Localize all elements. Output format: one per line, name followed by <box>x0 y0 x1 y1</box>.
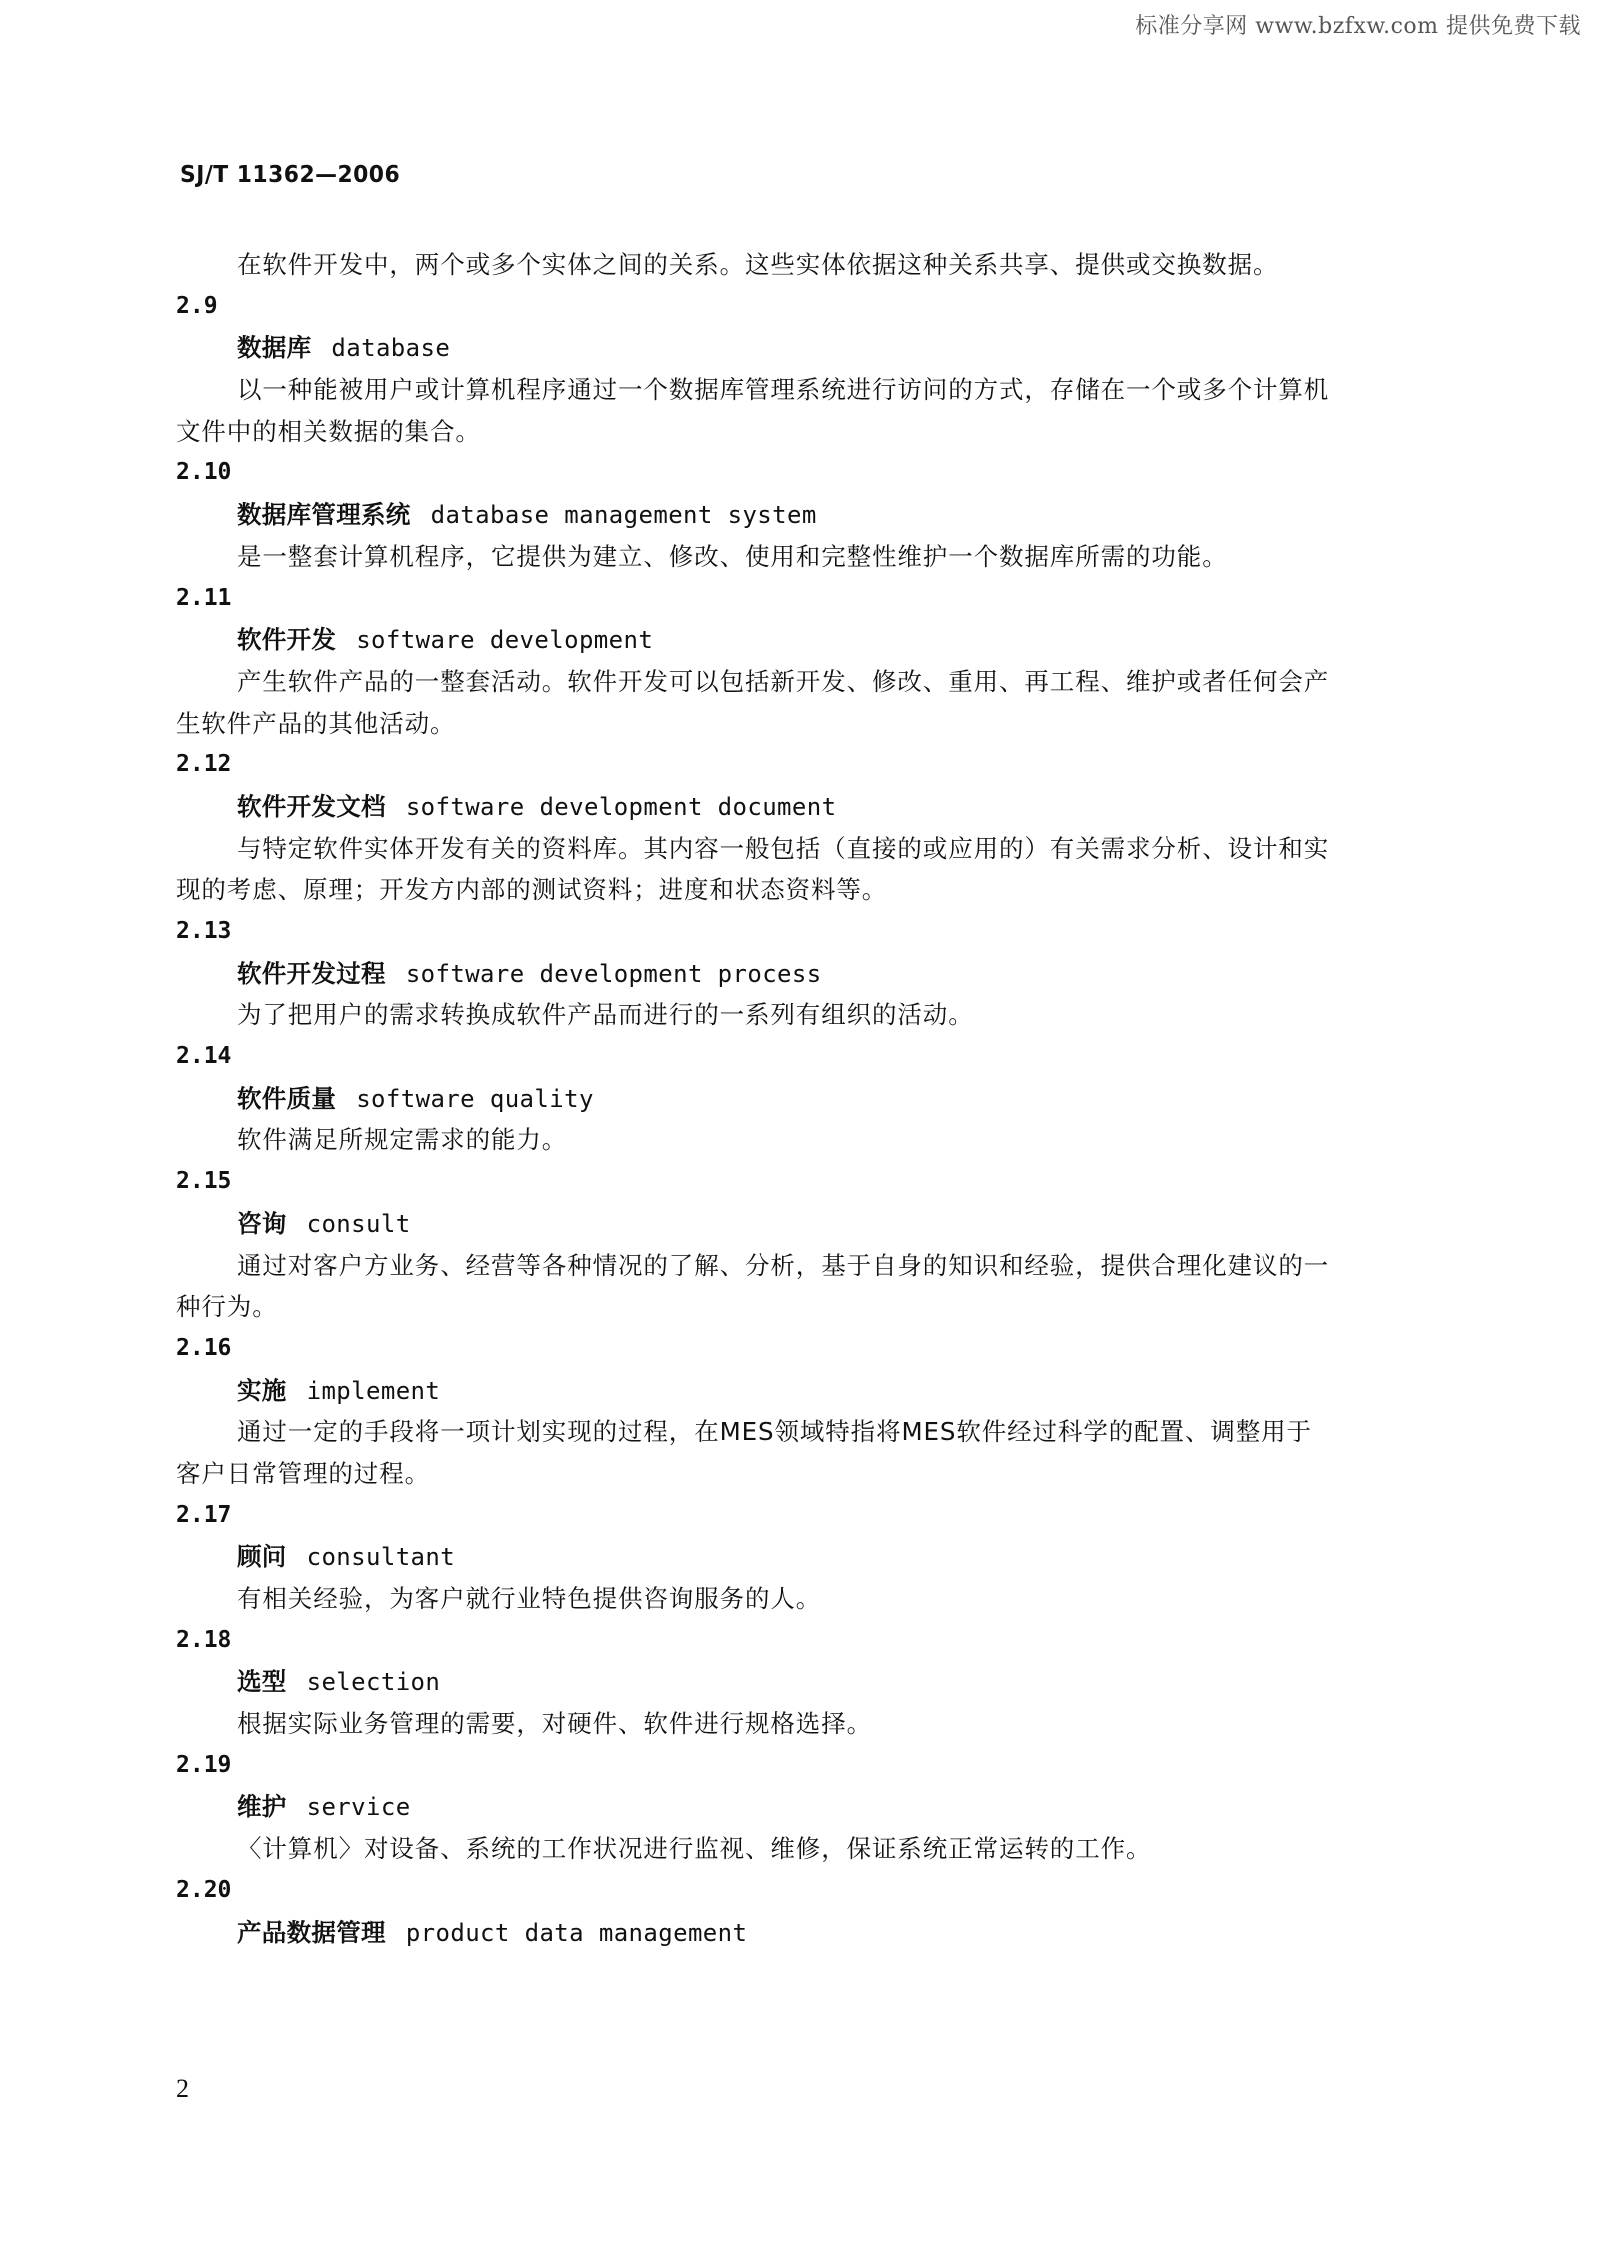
page-number: 2 <box>176 2074 189 2103</box>
definition-line: 有相关经验，为客户就行业特色提供咨询服务的人。 <box>237 1584 822 1613</box>
term-line <box>176 1536 1438 1578</box>
standard-code-header: SJ/T 11362—2006 <box>180 162 401 188</box>
definition-line: 客户日常管理的过程。 <box>176 1458 430 1488</box>
term-cn: 顾问 <box>237 1542 287 1572</box>
clause-number: 2.9 <box>176 292 218 319</box>
definition-line: 通过一定的手段将一项计划实现的过程，在MES领域特指将MES软件经过科学的配置、调整用于 <box>237 1417 1312 1447</box>
term-en: database management system <box>430 501 817 530</box>
clause-number: 2.18 <box>176 1626 232 1653</box>
term-cn: 咨询 <box>237 1208 287 1238</box>
clause-number: 2.17 <box>176 1501 232 1528</box>
term-en: consultant <box>306 1543 456 1572</box>
definition-line: 通过对客户方业务、经营等各种情况的了解、分析，基于自身的知识和经验，提供合理化建议的一 <box>237 1250 1330 1280</box>
definition-line: 为了把用户的需求转换成软件产品而进行的一系列有组织的活动。 <box>237 1000 974 1030</box>
term-line <box>176 1078 1438 1120</box>
term-line <box>176 327 1438 369</box>
term-cn: 软件开发文档 <box>237 791 386 821</box>
term-en: service <box>306 1793 411 1822</box>
definition-line: 〈计算机〉对设备、系统的工作状况进行监视、维修，保证系统正常运转的工作。 <box>237 1834 1152 1864</box>
definition-line: 软件满足所规定需求的能力。 <box>237 1125 568 1155</box>
clause-number: 2.14 <box>176 1043 232 1070</box>
term-line <box>176 1370 1438 1412</box>
definition-line: 生软件产品的其他活动。 <box>176 708 456 738</box>
definition-line: 根据实际业务管理的需要，对硬件、软件进行规格选择。 <box>237 1709 872 1739</box>
term-en: implement <box>306 1376 441 1405</box>
clause-number: 2.16 <box>176 1334 232 1361</box>
clause-number: 2.13 <box>176 918 232 944</box>
term-cn: 软件开发 <box>237 625 337 655</box>
term-line <box>176 619 1438 661</box>
term-line <box>176 1786 1438 1828</box>
term-line <box>176 1203 1438 1245</box>
definition-line: 现的考虑、原理；开发方内部的测试资料；进度和状态资料等。 <box>176 875 888 905</box>
term-en: software development <box>356 626 654 655</box>
term-cn: 产品数据管理 <box>237 1917 386 1947</box>
clause-number: 2.15 <box>176 1168 232 1195</box>
clause-number: 2.19 <box>176 1751 232 1778</box>
term-en: product data management <box>405 1918 748 1947</box>
term-line <box>176 786 1438 828</box>
term-cn: 维护 <box>237 1792 287 1822</box>
clause-number: 2.11 <box>176 584 232 611</box>
clause-number: 2.10 <box>176 459 232 486</box>
definition-line: 文件中的相关数据的集合。 <box>176 416 481 446</box>
term-line <box>176 1661 1438 1703</box>
watermark: 标准分享网 www.bzfxw.com 提供免费下载 <box>1135 14 1581 39</box>
term-line <box>176 494 1438 536</box>
term-cn: 数据库管理系统 <box>237 500 411 530</box>
term-en: software development process <box>405 959 822 988</box>
definition-line: 是一整套计算机程序，它提供为建立、修改、使用和完整性维护一个数据库所需的功能。 <box>237 541 1228 571</box>
definition-line: 产生软件产品的一整套活动。软件开发可以包括新开发、修改、重用、再工程、维护或者任何会产 <box>237 666 1330 696</box>
term-en: database <box>331 334 451 363</box>
term-en: software development document <box>405 792 837 821</box>
term-cn: 软件开发过程 <box>237 958 386 988</box>
clause-number: 2.12 <box>176 751 232 778</box>
term-en: consult <box>306 1209 411 1238</box>
term-cn: 软件质量 <box>237 1083 337 1113</box>
term-line <box>176 1912 1438 1954</box>
term-cn: 选型 <box>237 1667 287 1697</box>
term-en: software quality <box>356 1084 594 1113</box>
definition-line: 以一种能被用户或计算机程序通过一个数据库管理系统进行访问的方式，存储在一个或多个计算机 <box>237 375 1330 405</box>
definition-line: 与特定软件实体开发有关的资料库。其内容一般包括（直接的或应用的）有关需求分析、设计和实 <box>237 833 1330 863</box>
term-cn: 实施 <box>237 1375 287 1405</box>
lead-paragraph: 在软件开发中，两个或多个实体之间的关系。这些实体依据这种关系共享、提供或交换数据。 <box>237 250 1279 279</box>
term-line <box>176 953 1438 995</box>
term-en: selection <box>306 1668 441 1697</box>
document-body <box>176 244 1438 1953</box>
definition-line: 种行为。 <box>176 1292 278 1322</box>
term-cn: 数据库 <box>237 333 312 363</box>
clause-number: 2.20 <box>176 1876 232 1903</box>
